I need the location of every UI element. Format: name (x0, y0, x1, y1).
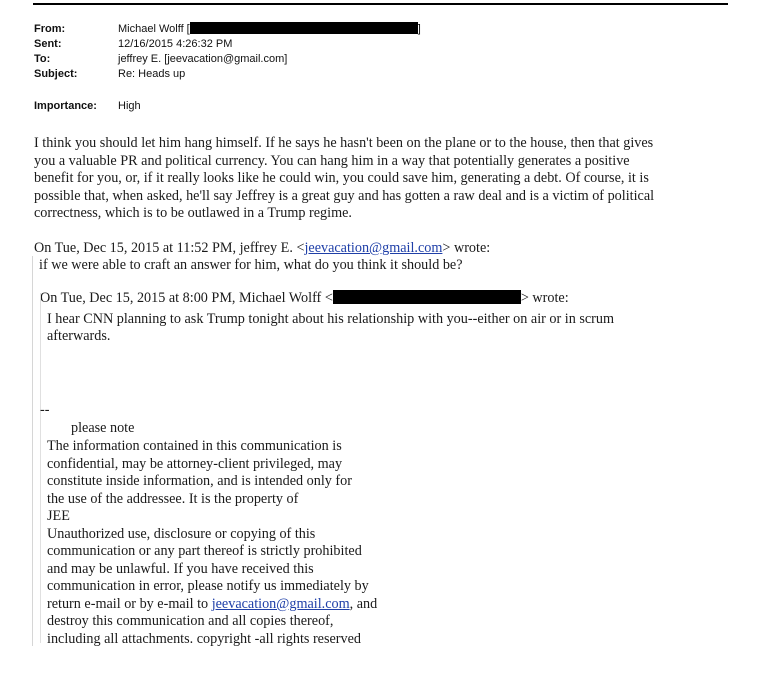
subject-label: Subject: (34, 68, 78, 80)
disclaimer-return-line (47, 596, 467, 614)
importance-value: High (118, 100, 141, 112)
from-close: ] (417, 23, 421, 35)
disclaimer-line: communication in error, please notify us immediately by (47, 578, 369, 594)
reply1-text: if we were able to craft an answer for him, what do you think it should be? (39, 257, 463, 273)
to-value: jeffrey E. [jeevacation@gmail.com] (118, 53, 288, 65)
from-value (118, 22, 421, 37)
reply1-attribution (34, 240, 490, 258)
signature-separator: -- (40, 402, 50, 418)
sent-label: Sent: (34, 38, 62, 50)
return-suffix: , and (349, 595, 378, 612)
nested-quote (40, 293, 701, 647)
reply2-line: afterwards. (47, 328, 111, 344)
return-prefix: return e-mail or by e-mail to (47, 595, 212, 612)
top-rule (33, 3, 728, 5)
reply2-attribution-suffix: > wrote: (520, 290, 569, 306)
disclaimer-line: the use of the addressee. It is the property of (47, 490, 299, 507)
reply2-attribution-prefix: On Tue, Dec 15, 2015 at 8:00 PM, Michael Wolff < (40, 290, 333, 306)
message-body (34, 135, 724, 223)
from-name: Michael Wolff [ (118, 23, 190, 35)
to-label: To: (34, 53, 51, 65)
disclaimer-line: confidential, may be attorney-client privileged, may (47, 455, 343, 472)
redaction-bar (190, 22, 418, 34)
from-label: From: (34, 23, 66, 35)
disclaimer-line: destroy this communication and all copies thereof, (47, 613, 334, 629)
body-line: benefit for you, or, if it really looks like he could win, you could save him, generating a debt. Of course, it is (34, 170, 649, 186)
reply1-attribution-suffix: > wrote: (442, 240, 491, 256)
email-link[interactable]: jeevacation@gmail.com (211, 595, 350, 612)
disclaimer-line: including all attachments. copyright -all rights reserved (47, 630, 362, 647)
quoted-thread (32, 256, 713, 646)
body-line: I think you should let him hang himself. If he says he hasn't been on the plane or to the house, then that gives (34, 135, 654, 151)
importance-label: Importance: (34, 100, 97, 112)
reply1-attribution-prefix: On Tue, Dec 15, 2015 at 11:52 PM, jeffrey E. < (34, 240, 305, 256)
body-line: correctness, which is to be outlawed in a Trump regime. (34, 205, 352, 221)
disclaimer-line: The information contained in this communication is (47, 438, 342, 454)
disclaimer-line: and may be unlawful. If you have received this (47, 560, 314, 577)
signature-note: please note (71, 420, 135, 436)
body-line: possible that, when asked, he'll say Jeffrey is a great guy and has gotten a raw deal and is a victim of political (34, 187, 655, 204)
reply2-line: I hear CNN planning to ask Trump tonight about his relationship with you--either on air or in scrum (47, 311, 615, 327)
body-line: you a valuable PR and political currency. You can hang him in a way that potentially generates a positive (34, 152, 630, 169)
disclaimer-line: constitute inside information, and is intended only for (47, 473, 352, 489)
sent-value: 12/16/2015 4:26:32 PM (118, 38, 233, 50)
disclaimer-line: JEE (47, 508, 70, 524)
disclaimer-line: communication or any part thereof is strictly prohibited (47, 543, 362, 559)
subject-value: Re: Heads up (118, 68, 186, 80)
disclaimer-line: Unauthorized use, disclosure or copying of this (47, 525, 316, 542)
email-link[interactable]: jeevacation@gmail.com (304, 240, 443, 256)
